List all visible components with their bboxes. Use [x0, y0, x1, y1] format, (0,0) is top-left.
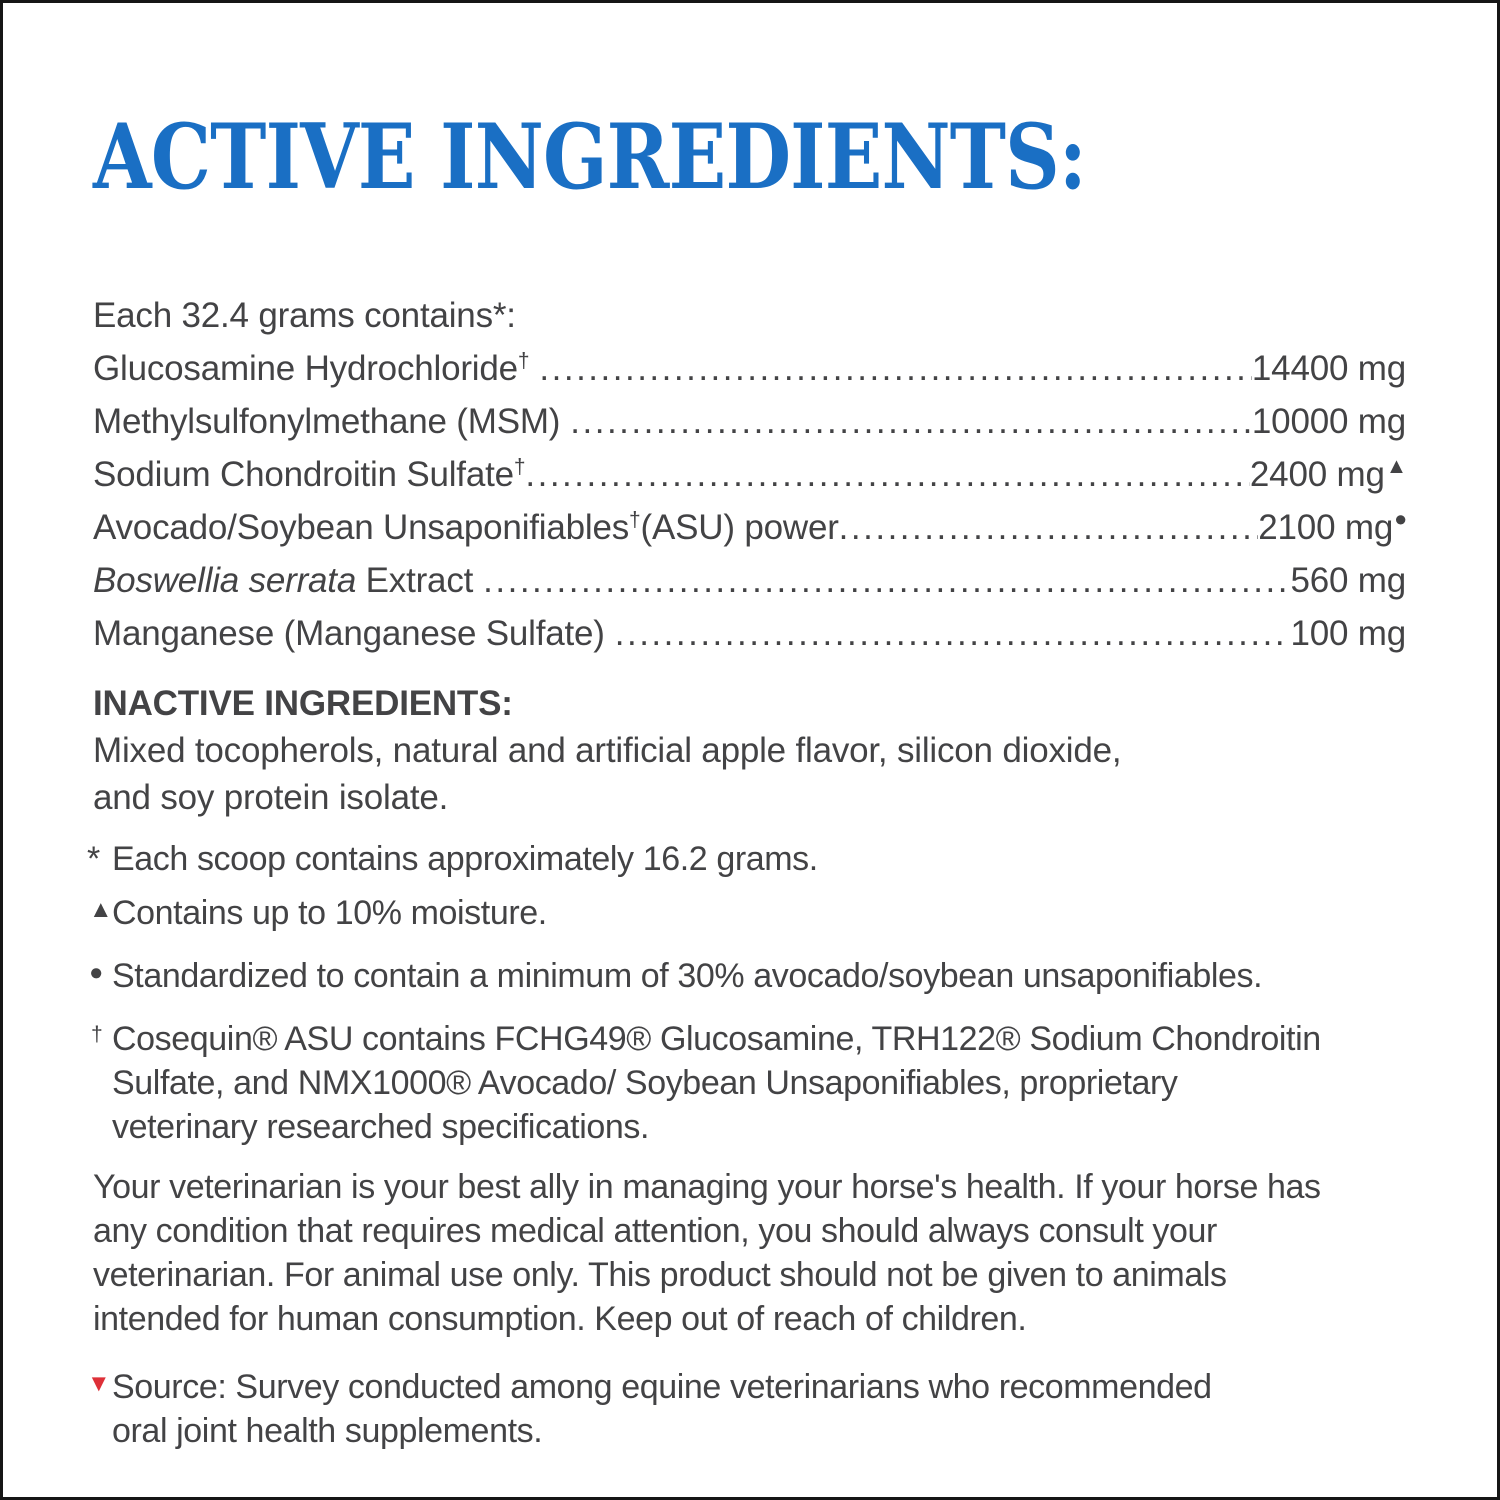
footnote-text: Sulfate, and NMX1000® Avocado/ Soybean Unsaponifiables, proprietary [112, 1064, 1178, 1102]
ingredient-name: Glucosamine Hydrochloride† [93, 349, 530, 388]
footnote-text: veterinary researched specifications. [112, 1108, 650, 1146]
ingredient-amount: 14400 mg [1251, 349, 1406, 388]
serving-size-line: Each 32.4 grams contains*: [93, 296, 516, 335]
source-line: oral joint health supplements. [112, 1412, 543, 1450]
ingredient-name: Sodium Chondroitin Sulfate† [93, 455, 526, 494]
inactive-ingredients-section [93, 680, 1407, 821]
active-ingredients-list [93, 289, 1407, 660]
ingredient-amount: 10000 mg [1251, 402, 1406, 441]
ingredient-name: Methylsulfonylmethane (MSM) [93, 402, 561, 441]
ingredient-row-chondroitin [93, 448, 1407, 501]
circle-marker-icon: ● [1394, 506, 1407, 532]
dotted-leader [615, 607, 1291, 660]
dagger-icon: † [629, 508, 641, 532]
inactive-ingredients-line: and soy protein isolate. [93, 778, 449, 817]
ingredient-amount: 2400 mg▲ [1249, 453, 1407, 494]
dotted-leader [570, 395, 1252, 448]
circle-marker-icon: ● [89, 959, 103, 986]
label-content [3, 104, 1497, 1453]
ingredient-amount: 560 mg [1290, 561, 1406, 600]
advisory-line: Your veterinarian is your best ally in managing your horse's health. If your horse has [93, 1168, 1321, 1206]
source-line: Source: Survey conducted among equine veterinarians who recommended [112, 1368, 1212, 1406]
footnote-text: Cosequin® ASU contains FCHG49® Glucosamine, TRH122® Sodium Chondroitin [112, 1020, 1321, 1058]
ingredient-row-glucosamine [93, 342, 1407, 395]
dagger-icon: † [513, 455, 526, 479]
footnote-moisture [89, 891, 1407, 935]
dotted-leader [839, 501, 1259, 554]
triangle-marker-icon: ▲ [89, 896, 113, 923]
asterisk-marker-icon: * [87, 840, 100, 878]
ingredient-name: Avocado/Soybean Unsaponifiables†(ASU) power [93, 508, 839, 547]
footnote-scoop [87, 837, 1407, 881]
ingredient-name: Manganese (Manganese Sulfate) [93, 614, 605, 653]
ingredient-row-manganese [93, 607, 1407, 660]
ingredient-row-asu [93, 501, 1407, 554]
triangle-marker-icon: ▲ [1385, 453, 1407, 479]
footnote-text: Each scoop contains approximately 16.2 grams. [112, 840, 818, 878]
dagger-icon: † [517, 349, 530, 373]
red-triangle-marker-icon: ▼ [87, 1370, 111, 1397]
ingredient-row-msm [93, 395, 1407, 448]
dagger-marker-icon: † [91, 1023, 103, 1046]
source-note [87, 1365, 1407, 1453]
footnote-standardized [89, 954, 1407, 998]
dotted-leader [525, 448, 1250, 501]
footnote-text: Standardized to contain a minimum of 30% avocado/soybean unsaponifiables. [112, 957, 1263, 995]
veterinarian-advisory-paragraph [93, 1165, 1407, 1341]
inactive-ingredients-heading: INACTIVE INGREDIENTS: [93, 684, 513, 723]
ingredient-amount: 2100 mg● [1258, 506, 1407, 547]
footnote-text: Contains up to 10% moisture. [112, 894, 547, 932]
ingredient-name: Boswellia serrata Extract [93, 561, 474, 600]
advisory-line: intended for human consumption. Keep out of reach of children. [93, 1300, 1027, 1338]
ingredient-amount: 100 mg [1290, 614, 1406, 653]
advisory-line: any condition that requires medical attention, you should always consult your [93, 1212, 1217, 1250]
page-title: ACTIVE INGREDIENTS: [93, 104, 1086, 210]
footnote-trademarks [93, 1017, 1407, 1149]
ingredient-row-boswellia [93, 554, 1407, 607]
inactive-ingredients-line: Mixed tocopherols, natural and artificial apple flavor, silicon dioxide, [93, 731, 1122, 770]
dotted-leader [483, 554, 1290, 607]
advisory-line: veterinarian. For animal use only. This product should not be given to animals [93, 1256, 1227, 1294]
dotted-leader [539, 342, 1252, 395]
